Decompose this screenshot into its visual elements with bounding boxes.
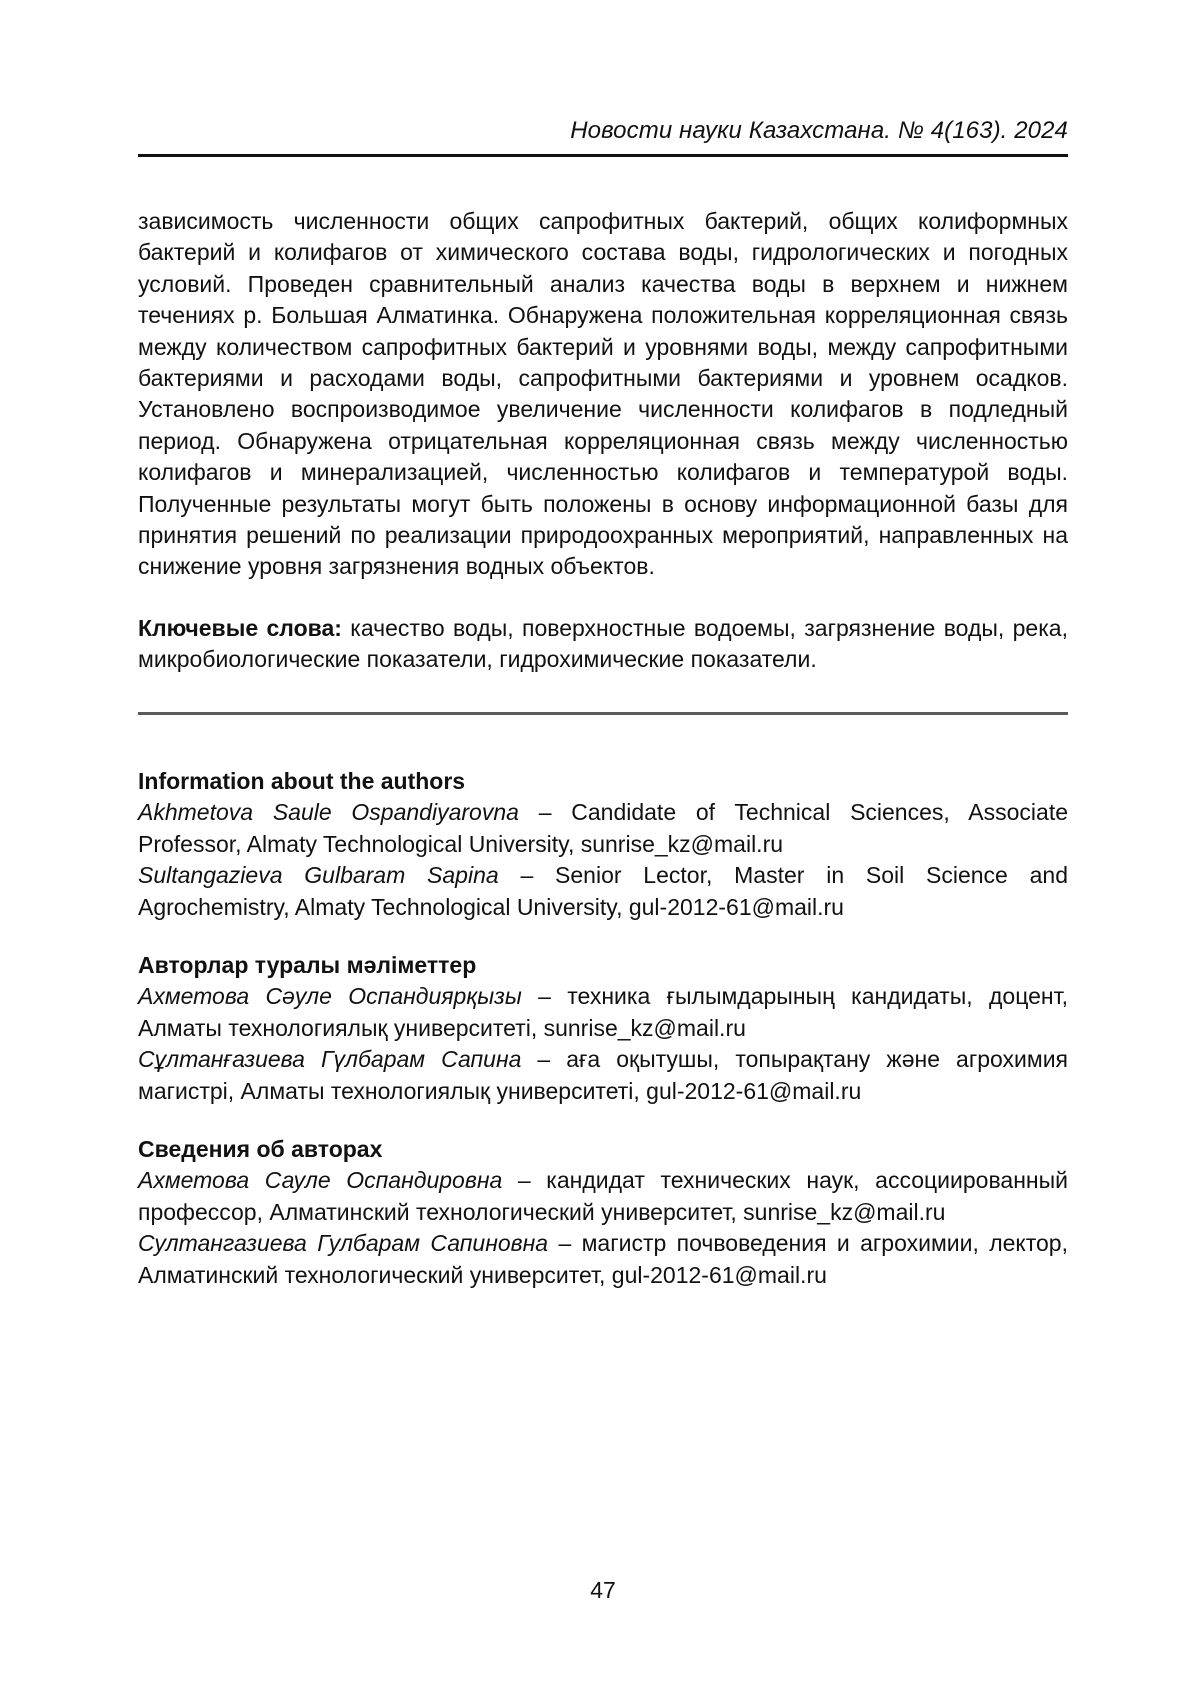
journal-page	[138, 0, 1068, 1703]
author-entry	[138, 860, 1068, 923]
author-entry	[138, 1044, 1068, 1107]
author-name: Ахметова Сәуле Оспандиярқызы	[138, 983, 522, 1010]
authors-heading-ru: Сведения об авторах	[138, 1136, 383, 1162]
author-entry	[138, 1228, 1068, 1291]
author-details: – аға оқытушы, топырақтану және агрохимия магистрі, Алматы технологиялық университеті, gul-2012-61@mail.ru	[138, 1046, 1068, 1104]
author-details: – Senior Lector, Master in Soil Science and Agrochemistry, Almaty Technological University, gul-2012-61@mail.ru	[138, 862, 1069, 920]
author-entry	[138, 1165, 1068, 1228]
author-details: – кандидат технических наук, ассоциированный профессор, Алматинский технологический университет, sunrise_kz@mail.ru	[138, 1167, 1068, 1225]
author-name: Сұлтанғазиева Гүлбарам Сапина	[138, 1046, 522, 1073]
keywords-paragraph	[138, 613, 1068, 676]
author-entry	[138, 797, 1068, 860]
author-name: Султангазиева Гулбарам Сапиновна	[138, 1230, 549, 1257]
keywords-label: Ключевые слова:	[138, 615, 342, 641]
authors-section-kz	[138, 950, 1068, 1107]
section-divider	[138, 712, 1068, 715]
authors-section-ru	[138, 1134, 1068, 1291]
page-number: 47	[590, 1577, 616, 1603]
authors-heading-kz: Авторлар туралы мәліметтер	[138, 952, 477, 978]
author-details: – Candidate of Technical Sciences, Associate Professor, Almaty Technological University, sunrise_kz@mail.ru	[138, 799, 1068, 857]
author-name: Sultangazieva Gulbaram Sapina	[138, 862, 499, 889]
authors-heading-en: Information about the authors	[138, 768, 466, 794]
author-name: Ахметова Сауле Оспандировна	[138, 1167, 503, 1194]
author-details: – магистр почвоведения и агрохимии, лектор, Алматинский технологический университет, gul-2012-61@mail.ru	[138, 1230, 1068, 1288]
authors-section-en	[138, 766, 1068, 923]
running-header: Новости науки Казахстана. № 4(163). 2024	[570, 117, 1068, 144]
keywords-text: качество воды, поверхностные водоемы, загрязнение воды, река, микробиологические показатели, гидрохимические показатели.	[138, 615, 1068, 673]
abstract-text: зависимость численности общих сапрофитных бактерий, общих колиформных бактерий и колифагов от химического состава воды, гидрологических и погодных условий. Проведен сравнительный анализ качества воды в верхнем и нижнем течениях р. Большая Алматинка. Обнаружена положительная корреляционная связь между количеством сапрофитных бактерий и уровнями воды, между сапрофитными бактериями и расходами воды, сапрофитными бактериями и уровнем осадков. Установлено воспроизводимое увеличение численности колифагов в подледный период. Обнаружена отрицательная корреляционная связь между численностью колифагов и минерализацией, численностью колифагов и температурой воды. Полученные результаты могут быть положены в основу информационной базы для принятия решений по реализации природоохранных мероприятий, направленных на снижение уровня загрязнения водных объектов.	[138, 208, 1068, 580]
author-details: – техника ғылымдарының кандидаты, доцент, Алматы технологиялық университеті, sunrise_kz@mail.ru	[138, 983, 1068, 1041]
author-name: Akhmetova Saule Ospandiyarovna	[138, 799, 519, 826]
author-entry	[138, 981, 1068, 1044]
header-divider	[138, 154, 1068, 157]
